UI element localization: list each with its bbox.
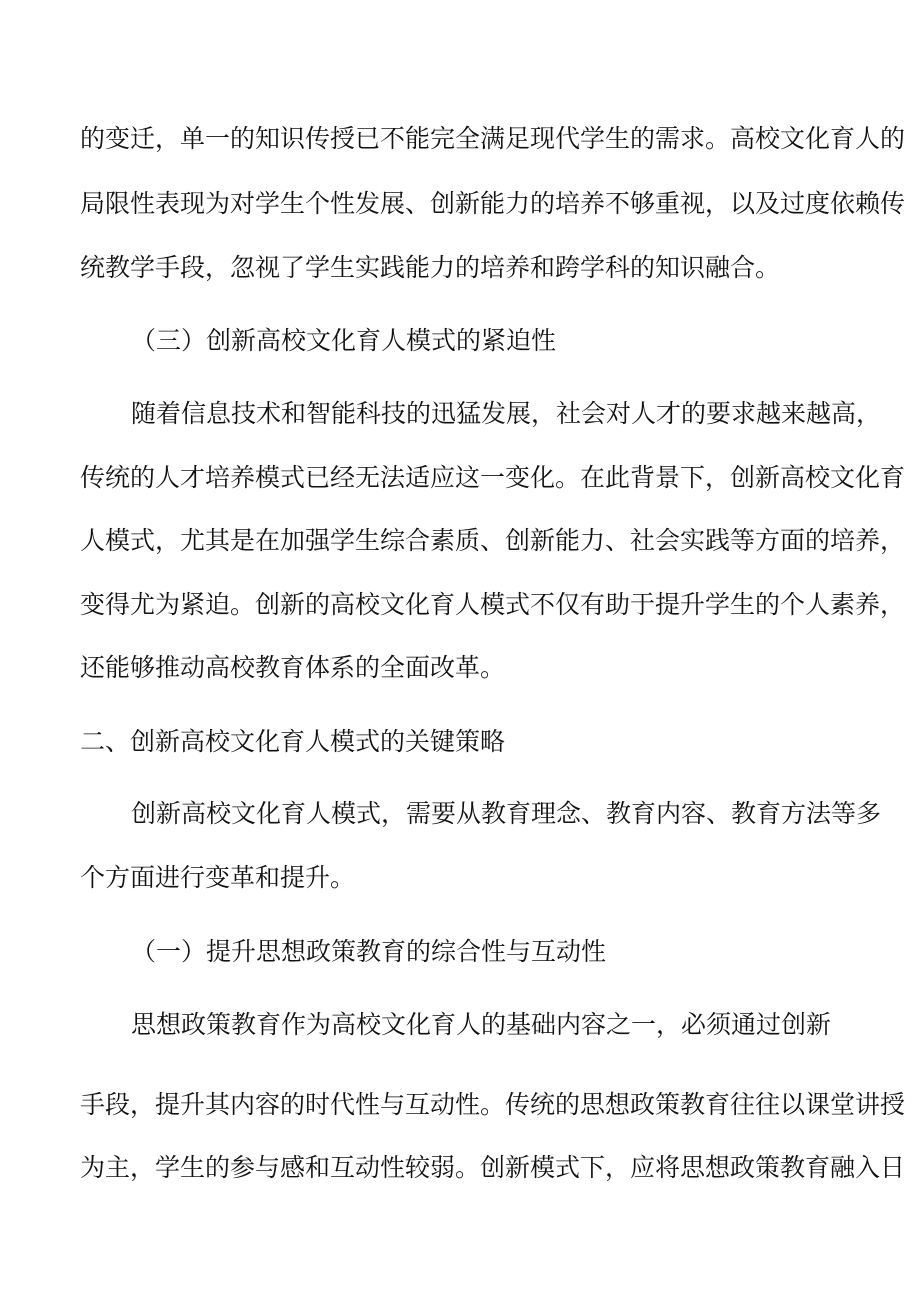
paragraph-line: 还能够推动高校教育体系的全面改革。 — [80, 653, 506, 682]
paragraph-line: 局限性表现为对学生个性发展、创新能力的培养不够重视，以及过度依赖传 — [80, 189, 906, 218]
paragraph-line: 人模式，尤其是在加强学生综合素质、创新能力、社会实践等方面的培养， — [80, 526, 906, 555]
paragraph-line: 统教学手段，忽视了学生实践能力的培养和跨学科的知识融合。 — [80, 253, 781, 282]
subheading-one: （一）提升思想政策教育的综合性与互动性 — [131, 937, 607, 966]
paragraph-line: 变得尤为紧迫。创新的高校文化育人模式不仅有助于提升学生的个人素养， — [80, 590, 906, 619]
subheading-three: （三）创新高校文化育人模式的紧迫性 — [131, 326, 557, 355]
paragraph-line: 随着信息技术和智能科技的迅猛发展，社会对人才的要求越来越高， — [131, 399, 882, 428]
paragraph-line: 思想政策教育作为高校文化育人的基础内容之一，必须通过创新 — [131, 1010, 832, 1039]
paragraph-line: 为主，学生的参与感和互动性较弱。创新模式下，应将思想政策教育融入日 — [80, 1153, 906, 1182]
section-heading-two: 二、创新高校文化育人模式的关键策略 — [80, 727, 506, 756]
paragraph-line: 的变迁，单一的知识传授已不能完全满足现代学生的需求。高校文化育人的 — [80, 124, 906, 153]
paragraph-line: 创新高校文化育人模式，需要从教育理念、教育内容、教育方法等多 — [131, 799, 882, 828]
paragraph-line: 个方面进行变革和提升。 — [80, 863, 356, 892]
paragraph-line: 手段，提升其内容的时代性与互动性。传统的思想政策教育往往以课堂讲授 — [80, 1090, 906, 1119]
paragraph-line: 传统的人才培养模式已经无法适应这一变化。在此背景下，创新高校文化育 — [80, 463, 906, 492]
